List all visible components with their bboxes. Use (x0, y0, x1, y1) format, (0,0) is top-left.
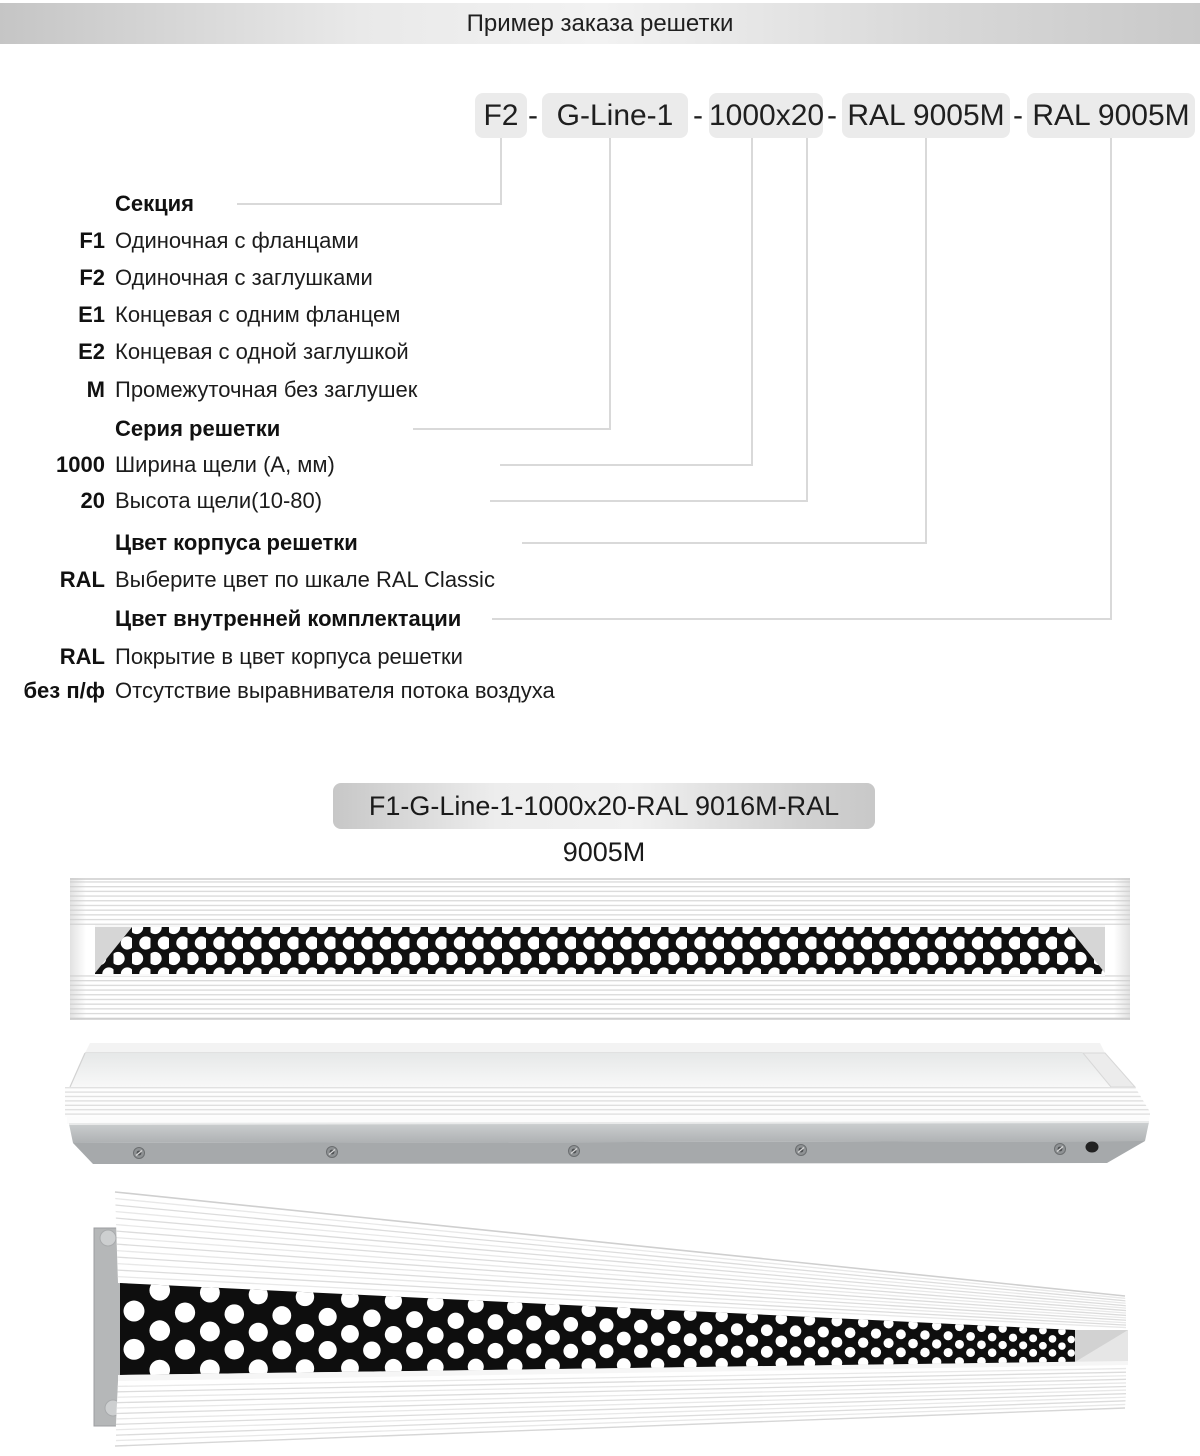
legend-label: Одиночная с заглушками (115, 265, 373, 290)
code-separator: - (1013, 99, 1023, 132)
legend-label: Серия решетки (115, 416, 281, 441)
legend-label: Покрытие в цвет корпуса решетки (115, 644, 463, 669)
legend-row-m (0, 377, 417, 403)
grille-front-view (70, 878, 1130, 1020)
legend-row-height (0, 488, 322, 514)
code-segment-series: G-Line-1 (542, 93, 688, 138)
legend-row-f2 (0, 265, 373, 291)
legend-row-ral-inner (0, 644, 463, 670)
code-separator: - (693, 99, 703, 132)
legend-header-series (0, 416, 280, 442)
legend-code: E2 (78, 339, 105, 364)
legend-code: RAL (59, 567, 105, 592)
legend-code: 1000 (56, 452, 105, 477)
legend-code: M (86, 377, 105, 402)
legend-header-section (0, 191, 194, 217)
connector-inner-color (1110, 138, 1112, 620)
legend-row-f1 (0, 228, 359, 254)
example-order-code: F1-G-Line-1-1000x20-RAL 9016M-RAL 9005M (333, 783, 875, 829)
legend-label: Концевая с одним фланцем (115, 302, 401, 327)
legend-row-e1 (0, 302, 400, 328)
legend-code: 20 (80, 488, 105, 513)
legend-label: Промежуточная без заглушек (115, 377, 418, 402)
legend-label: Ширина щели (А, мм) (115, 452, 335, 477)
legend-label: Отсутствие выравнивателя потока воздуха (115, 678, 555, 703)
legend-label: Выберите цвет по шкале RAL Classic (115, 567, 495, 592)
connector-section (500, 138, 502, 205)
legend-label: Высота щели(10-80) (115, 488, 323, 513)
code-segment-section: F2 (475, 93, 527, 138)
connector-width (751, 138, 753, 466)
connector-inner-color (492, 618, 1111, 620)
legend-code: F2 (79, 265, 105, 290)
connector-body-color (925, 138, 927, 544)
connector-height (490, 500, 807, 502)
page-title: Пример заказа решетки (0, 3, 1200, 44)
connector-body-color (522, 542, 926, 544)
legend-row-width (0, 452, 335, 478)
code-segment-size: 1000x20 (709, 93, 823, 138)
legend-label: Концевая с одной заглушкой (115, 339, 409, 364)
legend-row-e2 (0, 339, 409, 365)
code-segment-inner-color: RAL 9005M (1027, 93, 1195, 138)
legend-code: без п/ф (23, 678, 105, 703)
legend-label: Одиночная с фланцами (115, 228, 359, 253)
legend-row-ral-body (0, 567, 495, 593)
connector-section (237, 203, 501, 205)
legend-header-body-color (0, 530, 358, 556)
grille-perspective-view (60, 1182, 1160, 1448)
legend-header-inner-color (0, 606, 461, 632)
code-separator: - (827, 99, 837, 132)
legend-label: Цвет корпуса решетки (115, 530, 358, 555)
connector-series (609, 138, 611, 430)
legend-row-no-pf (0, 678, 555, 704)
legend-label: Секция (115, 191, 195, 216)
connector-height (806, 138, 808, 502)
connector-series (413, 428, 610, 430)
code-segment-body-color: RAL 9005M (842, 93, 1010, 138)
code-separator: - (528, 99, 538, 132)
legend-label: Цвет внутренней комплектации (115, 606, 462, 631)
legend-code: RAL (59, 644, 105, 669)
connector-width (500, 464, 752, 466)
grille-back-channel-view (65, 1040, 1150, 1165)
legend-code: E1 (78, 302, 105, 327)
legend-code: F1 (79, 228, 105, 253)
